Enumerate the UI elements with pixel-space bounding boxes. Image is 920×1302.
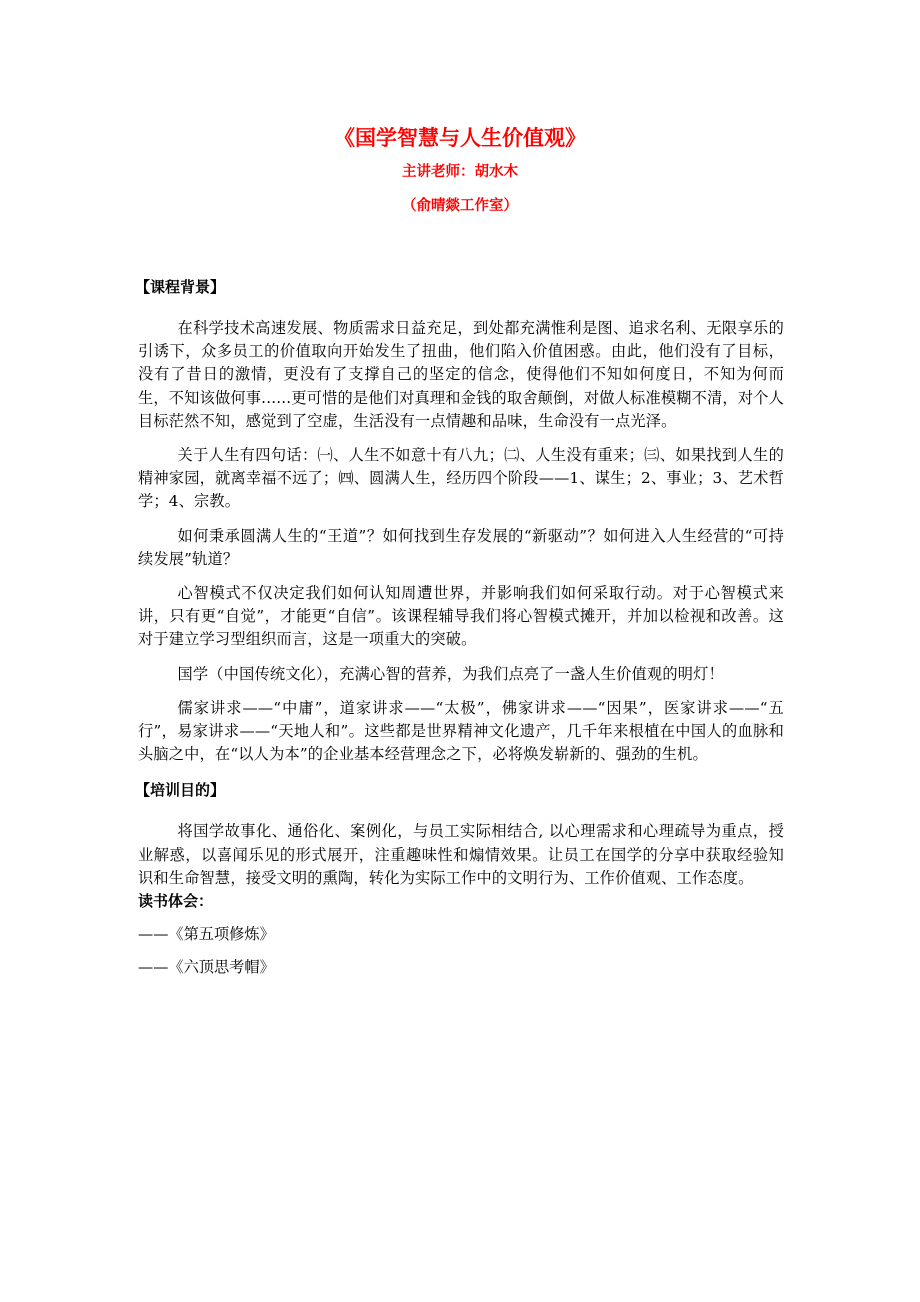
background-paragraph: 国学（中国传统文化），充满心智的营养，为我们点亮了一盏人生价值观的明灯！	[177, 664, 724, 683]
reading-heading: 读书体会：	[138, 892, 214, 911]
book-item: ——《第五项修炼》	[138, 925, 275, 944]
objective-paragraph: 将国学故事化、通俗化、案例化，与员工实际相结合, 以心理需求和心理疏导为重点，授业解惑，以喜闻乐见的形式展开，注重趣味性和煽情效果。让员工在国学的分享中获取经验知识和生命智慧，接受文明的熏陶，转化为实际工作中的文明行为、工作价值观、工作态度。	[138, 822, 784, 887]
background-paragraph: 如何秉承圆满人生的“王道”？如何找到生存发展的“新驱动”？如何进入人生经营的“可持续发展”轨道？	[138, 526, 784, 568]
document-title: 《国学智慧与人生价值观》	[334, 126, 586, 150]
book-item: ——《六顶思考帽》	[138, 958, 275, 977]
background-paragraph: 在科学技术高速发展、物质需求日益充足，到处都充满惟利是图、追求名利、无限享乐的引诱下，众多员工的价值取向开始发生了扭曲，他们陷入价值困惑。由此，他们没有了目标，没有了昔日的激情，更没有了支撑自己的坚定的信念，使得他们不知如何度日，不知为何而生，不知该做何事......更可惜的是他们对真理和金钱的取舍颠倒，对做人标准模糊不清，对个人目标茫然不知，感觉到了空虚，生活没有一点情趣和品味，生命没有一点光泽。	[138, 319, 784, 430]
title-block	[0, 124, 920, 216]
document-body	[135, 276, 784, 978]
background-paragraph: 儒家讲求——“中庸”，道家讲求——“太极”，佛家讲求——“因果”，医家讲求——“五行”，易家讲求——“天地人和”。这些都是世界精神文化遗产，几千年来根植在中国人的血脉和头脑之中，在“以人为本”的企业基本经营理念之下，必将焕发崭新的、强劲的生机。	[138, 698, 784, 764]
section-heading-objective: 【培训目的】	[135, 781, 226, 800]
background-paragraph: 心智模式不仅决定我们如何认知周遭世界，并影响我们如何采取行动。对于心智模式来讲，只有更“自觉”，才能更“自信”。该课程辅导我们将心智模式摊开，并加以检视和改善。这对于建立学习型组织而言，这是一项重大的突破。	[138, 584, 784, 649]
section-heading-background: 【课程背景】	[135, 278, 226, 296]
studio-line: （俞晴燚工作室）	[402, 198, 518, 214]
background-paragraph: 关于人生有四句话：㈠、人生不如意十有八九；㈡、人生没有重来；㈢、如果找到人生的精神家园，就离幸福不远了；㈣、圆满人生，经历四个阶段——1、谋生；2、事业；3、艺术哲学；4、宗教。	[138, 446, 784, 511]
lecturer-line: 主讲老师：胡水木	[402, 164, 518, 180]
